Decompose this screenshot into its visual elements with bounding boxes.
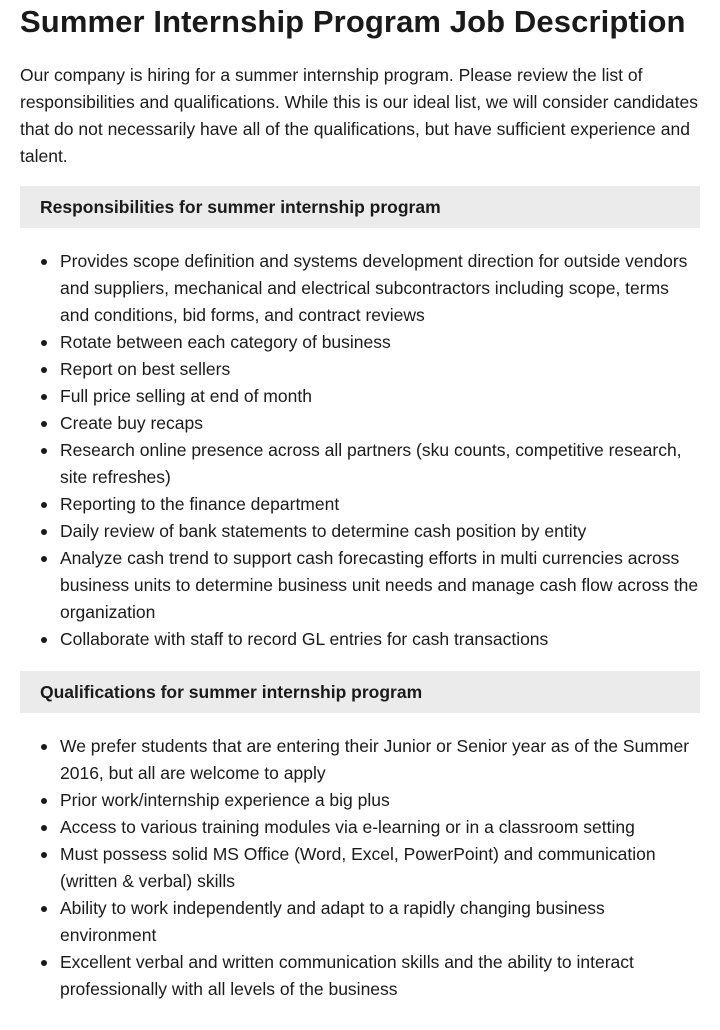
job-description-page — [0, 2, 720, 1003]
list-item — [60, 329, 700, 356]
responsibilities-heading — [20, 186, 700, 228]
bullet-icon — [41, 421, 47, 427]
responsibilities-list — [20, 248, 700, 653]
list-item — [60, 895, 700, 949]
list-item-text: Research online presence across all partners (sku counts, competitive research, site refreshes) — [60, 440, 682, 487]
bullet-icon — [41, 259, 47, 265]
list-item-text: Provides scope definition and systems development direction for outside vendors and suppliers, mechanical and electrical subcontractors including scope, terms and conditions, bid forms, and contract reviews — [60, 251, 688, 325]
list-item-text: Rotate between each category of business — [60, 332, 391, 352]
bullet-icon — [41, 744, 47, 750]
list-item-text: Prior work/internship experience a big plus — [60, 790, 390, 810]
list-item — [60, 814, 700, 841]
list-item — [60, 733, 700, 787]
list-item — [60, 787, 700, 814]
list-item — [60, 545, 700, 626]
bullet-icon — [41, 798, 47, 804]
list-item — [60, 949, 700, 1003]
list-item-text: Reporting to the finance department — [60, 494, 340, 514]
list-item — [60, 626, 700, 653]
list-item-text: Daily review of bank statements to determine cash position by entity — [60, 521, 587, 541]
list-item-text: Analyze cash trend to support cash forecasting efforts in multi currencies across business units to determine business unit needs and manage cash flow across the organization — [60, 548, 699, 622]
list-item — [60, 410, 700, 437]
bullet-icon — [41, 340, 47, 346]
bullet-icon — [41, 448, 47, 454]
list-item — [60, 841, 700, 895]
bullet-icon — [41, 529, 47, 535]
bullet-icon — [41, 852, 47, 858]
bullet-icon — [41, 394, 47, 400]
list-item-text: Full price selling at end of month — [60, 386, 312, 406]
list-item — [60, 356, 700, 383]
intro-paragraph: Our company is hiring for a summer internship program. Please review the list of responsibilities and qualifications. While this is our ideal list, we will consider candidates that do not necessarily have all of the qualifications, but have sufficient experience and talent. — [20, 65, 698, 166]
bullet-icon — [41, 502, 47, 508]
qualifications-heading-text: Qualifications for summer internship program — [40, 681, 423, 702]
bullet-icon — [41, 556, 47, 562]
bullet-icon — [41, 906, 47, 912]
qualifications-list — [20, 733, 700, 1003]
list-item-text: Ability to work independently and adapt to a rapidly changing business environment — [60, 898, 605, 945]
list-item-text: Report on best sellers — [60, 359, 231, 379]
list-item-text: We prefer students that are entering their Junior or Senior year as of the Summer 2016, but all are welcome to apply — [60, 736, 690, 783]
list-item-text: Create buy recaps — [60, 413, 203, 433]
list-item — [60, 248, 700, 329]
list-item-text: Excellent verbal and written communication skills and the ability to interact professionally with all levels of the business — [60, 952, 634, 999]
bullet-icon — [41, 960, 47, 966]
list-item-text: Access to various training modules via e-learning or in a classroom setting — [60, 817, 635, 837]
list-item — [60, 383, 700, 410]
qualifications-heading — [20, 671, 700, 713]
list-item-text: Must possess solid MS Office (Word, Excel, PowerPoint) and communication (written & verbal) skills — [60, 844, 656, 891]
list-item — [60, 437, 700, 491]
bullet-icon — [41, 637, 47, 643]
bullet-icon — [41, 367, 47, 373]
bullet-icon — [41, 825, 47, 831]
responsibilities-heading-text: Responsibilities for summer internship program — [40, 196, 441, 217]
page-title: Summer Internship Program Job Description — [20, 4, 686, 39]
list-item — [60, 518, 700, 545]
list-item — [60, 491, 700, 518]
list-item-text: Collaborate with staff to record GL entries for cash transactions — [60, 629, 549, 649]
